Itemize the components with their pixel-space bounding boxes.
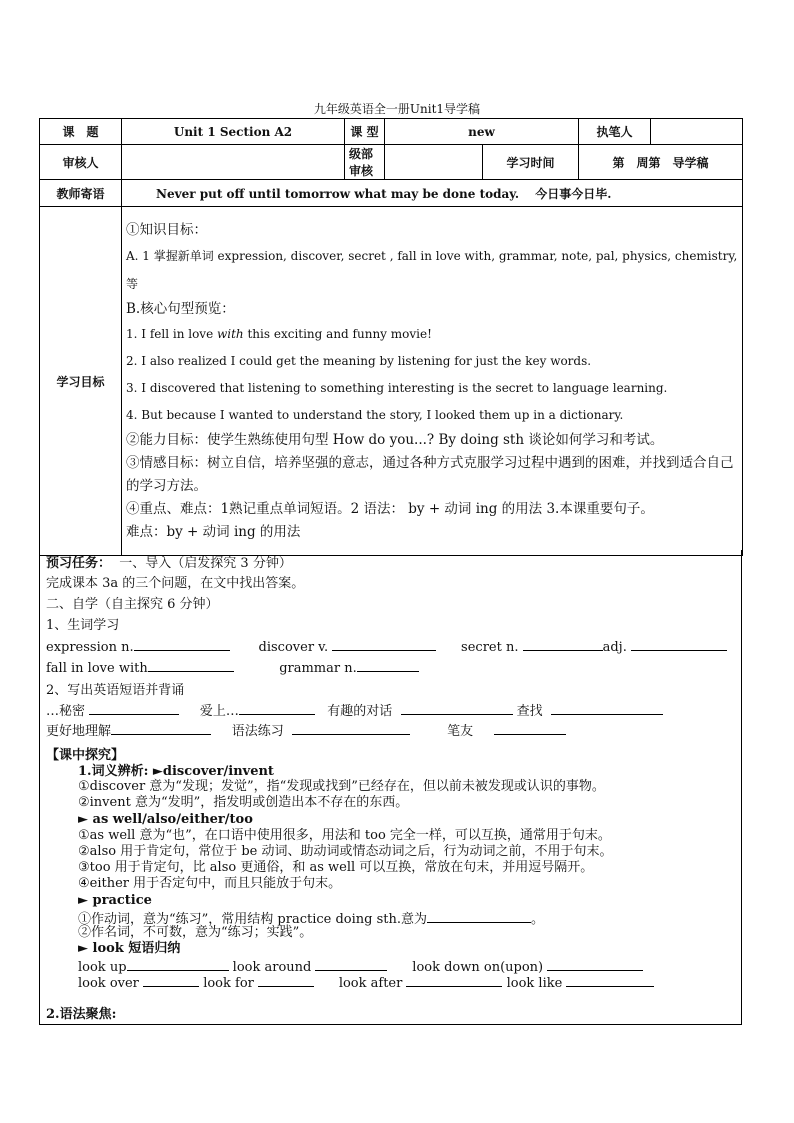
also-heading: ► as well/also/either/too <box>78 812 253 827</box>
kexing-value: new <box>385 119 579 145</box>
knowledge-title: ①知识目标： <box>126 221 207 238</box>
shenhe-label: 审核人 <box>40 145 122 180</box>
difficulty: 难点：by + 动词 ing 的用法 <box>126 523 301 540</box>
preview-line: 预习任务： 一、导入（启发探究 3 分钟） <box>46 556 292 571</box>
kexing-label: 课 型 <box>345 119 385 145</box>
practice-heading: ► practice <box>78 893 152 908</box>
vocab-row-1: expression n. discover v. secret n. adj. <box>46 638 727 655</box>
look-row-1: look up look around look down on(upon) <box>78 958 643 975</box>
vocab-title: 1、生词学习 <box>46 618 120 633</box>
jiyu-value: Never put off until tomorrow what may be done today. 今日事今日毕. <box>122 180 743 207</box>
keti-label: 课 题 <box>40 119 122 145</box>
jibu-value <box>385 145 483 180</box>
header-table <box>39 118 743 556</box>
phrase-title: 2、写出英语短语并背诵 <box>46 683 185 698</box>
vocab-row-2: fall in love with grammar n. <box>46 659 419 676</box>
too-def: ③too 用于肯定句，比 also 更通俗，和 as well 可以互换，常放在句末，并用逗号隔开。 <box>78 860 594 875</box>
shijian-value: 第 周第 导学稿 <box>579 145 743 180</box>
discover-def: ①discover 意为“发现；发觉”，指“发现或找到”已经存在，但以前未被发现或认识的事物。 <box>78 779 605 794</box>
objective-b-title: B.核心句型预览： <box>126 300 235 317</box>
grammar-focus-title: 2.语法聚焦: <box>46 1007 117 1022</box>
sentence-3: 3. I discovered that listening to something interesting is the secret to language learning. <box>126 380 668 395</box>
ability-objective: ②能力目标：使学生熟练使用句型 How do you...? By doing sth 谈论如何学习和考试。 <box>126 431 664 448</box>
objective-a: A. 1 掌握新单词 expression, discover, secret , fall in love with, grammar, note, pal, physics, chemistry, 等 <box>126 248 738 291</box>
jiyu-label: 教师寄语 <box>40 180 122 207</box>
shijian-label: 学习时间 <box>483 145 579 180</box>
look-heading: ► look 短语归纳 <box>78 941 181 956</box>
objectives-body <box>122 207 743 556</box>
invent-def: ②invent 意为“发明”，指发明或创造出本不存在的东西。 <box>78 795 409 810</box>
intro-text: 完成课本 3a 的三个问题，在文中找出答案。 <box>46 576 305 591</box>
key-points: ④重点、难点：1熟记重点单词短语。2 语法： by + 动词 ing 的用法 3.本课重要句子。 <box>126 500 654 517</box>
page-title: 九年级英语全一册Unit1导学稿 <box>313 102 481 116</box>
jibu-label: 级部审核 <box>345 145 385 180</box>
sentence-4: 4. But because I wanted to understand the story, I looked them up in a dictionary. <box>126 407 624 422</box>
practice-verb: ①作动词，意为“练习”，常用结构 practice doing sth.意为 。 <box>78 912 545 927</box>
self-study-title: 二、自学（自主探究 6 分钟） <box>46 597 219 612</box>
objectives-label: 学习目标 <box>40 207 122 556</box>
zhibi-label: 执笔人 <box>579 119 651 145</box>
phrase-row-2: 更好地理解 语法练习 笔友 <box>46 720 566 739</box>
emotion-objective: ③情感目标：树立自信，培养坚强的意志，通过各种方式克服学习过程中遇到的困难，并找到适合自己的学习方法。 <box>126 454 734 494</box>
keti-value: Unit 1 Section A2 <box>122 119 345 145</box>
inclass-title: 【课中探究】 <box>46 748 125 763</box>
shenhe-value <box>122 145 345 180</box>
zhibi-value <box>651 119 743 145</box>
phrase-row-1: …秘密 爱上… 有趣的对话 查找 <box>46 700 663 719</box>
also-def: ②also 用于肯定句，常位于 be 动词、助动词或情态动词之后，行为动词之前，不用于句末。 <box>78 844 613 859</box>
aswell-def: ①as well 意为“也”，在口语中使用很多，用法和 too 完全一样，可以互换，通常用于句末。 <box>78 828 611 843</box>
sentence-1: 1. I fell in love with this exciting and funny movie! <box>126 326 432 341</box>
practice-noun: ②作名词，不可数，意为“练习；实践”。 <box>78 925 313 940</box>
either-def: ④either 用于否定句中，而且只能放于句末。 <box>78 876 342 891</box>
discern-heading: 1.词义辨析: ►discover/invent <box>78 764 274 779</box>
sentence-2: 2. I also realized I could get the meaning by listening for just the key words. <box>126 353 592 368</box>
look-row-2: look over look for look after look like <box>78 974 654 991</box>
